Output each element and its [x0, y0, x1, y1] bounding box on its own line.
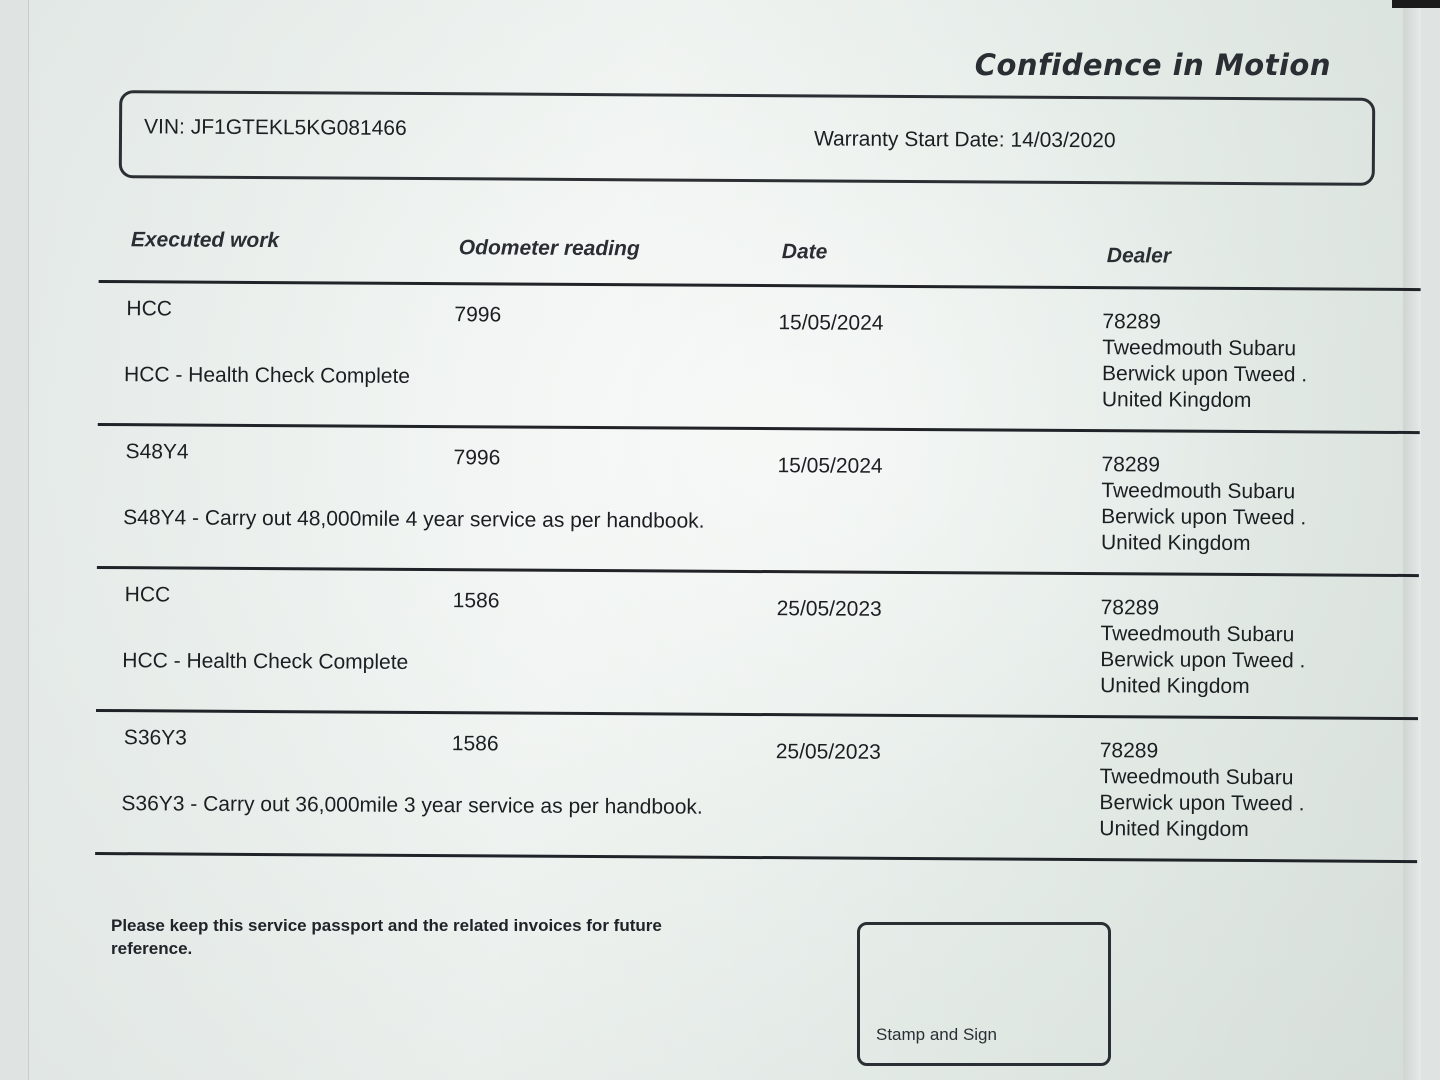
dealer-town: Berwick upon Tweed . [1101, 505, 1307, 530]
column-header-odometer: Odometer reading [458, 236, 640, 261]
dealer-name: Tweedmouth Subaru [1102, 336, 1297, 361]
odometer-reading: 7996 [454, 303, 502, 327]
dealer-info [1101, 452, 1307, 557]
dealer-country: United Kingdom [1101, 388, 1252, 413]
work-description: S48Y4 - Carry out 48,000mile 4 year service as per handbook. [123, 506, 705, 533]
work-code: S36Y3 [123, 726, 187, 750]
dealer-town: Berwick upon Tweed . [1099, 791, 1305, 816]
vehicle-info-box [119, 90, 1376, 186]
table-header [99, 222, 1421, 291]
table-row [98, 283, 1421, 434]
warranty-start-date: Warranty Start Date: 14/03/2020 [813, 127, 1116, 153]
dealer-country: United Kingdom [1100, 531, 1251, 556]
dealer-info [1102, 309, 1308, 414]
stamp-and-sign-box [857, 922, 1111, 1066]
service-date: 25/05/2023 [776, 597, 882, 621]
work-code: HCC [126, 297, 173, 321]
dealer-name: Tweedmouth Subaru [1099, 765, 1294, 790]
stamp-label: Stamp and Sign [876, 1025, 997, 1044]
table-row [97, 426, 1420, 577]
vin-number: VIN: JF1GTEKL5KG081466 [143, 115, 407, 140]
odometer-reading: 7996 [453, 446, 501, 470]
column-header-executed-work: Executed work [130, 228, 280, 253]
column-header-dealer: Dealer [1106, 244, 1172, 268]
service-date: 15/05/2024 [777, 454, 883, 478]
work-description: HCC - Health Check Complete [122, 649, 409, 674]
dealer-info [1100, 595, 1306, 700]
work-description: HCC - Health Check Complete [123, 363, 411, 388]
table-row [95, 712, 1418, 863]
dealer-country: United Kingdom [1099, 817, 1249, 842]
dealer-number: 78289 [1102, 310, 1161, 334]
dealer-number: 78289 [1101, 453, 1161, 477]
dealer-town: Berwick upon Tweed . [1102, 362, 1308, 387]
work-description: S36Y3 - Carry out 36,000mile 3 year service as per handbook. [121, 792, 703, 819]
keep-passport-note: Please keep this service passport and the related invoices for future reference. [111, 916, 662, 958]
work-code: S48Y4 [125, 440, 189, 464]
dealer-number: 78289 [1100, 596, 1160, 620]
table-row [96, 569, 1419, 720]
dealer-info [1099, 738, 1305, 843]
dealer-town: Berwick upon Tweed . [1100, 648, 1306, 673]
dealer-number: 78289 [1099, 739, 1159, 763]
service-date: 15/05/2024 [778, 311, 884, 335]
column-header-date: Date [781, 240, 828, 264]
dealer-name: Tweedmouth Subaru [1100, 622, 1295, 647]
odometer-reading: 1586 [451, 732, 499, 756]
brand-tagline: Confidence in Motion [974, 48, 1331, 82]
dealer-country: United Kingdom [1100, 674, 1250, 699]
service-history-table [95, 222, 1421, 863]
photo-corner [1392, 0, 1440, 8]
service-passport-page [28, 0, 1421, 1080]
service-date: 25/05/2023 [775, 740, 881, 764]
dealer-name: Tweedmouth Subaru [1101, 479, 1296, 504]
odometer-reading: 1586 [452, 589, 500, 613]
work-code: HCC [124, 583, 171, 607]
